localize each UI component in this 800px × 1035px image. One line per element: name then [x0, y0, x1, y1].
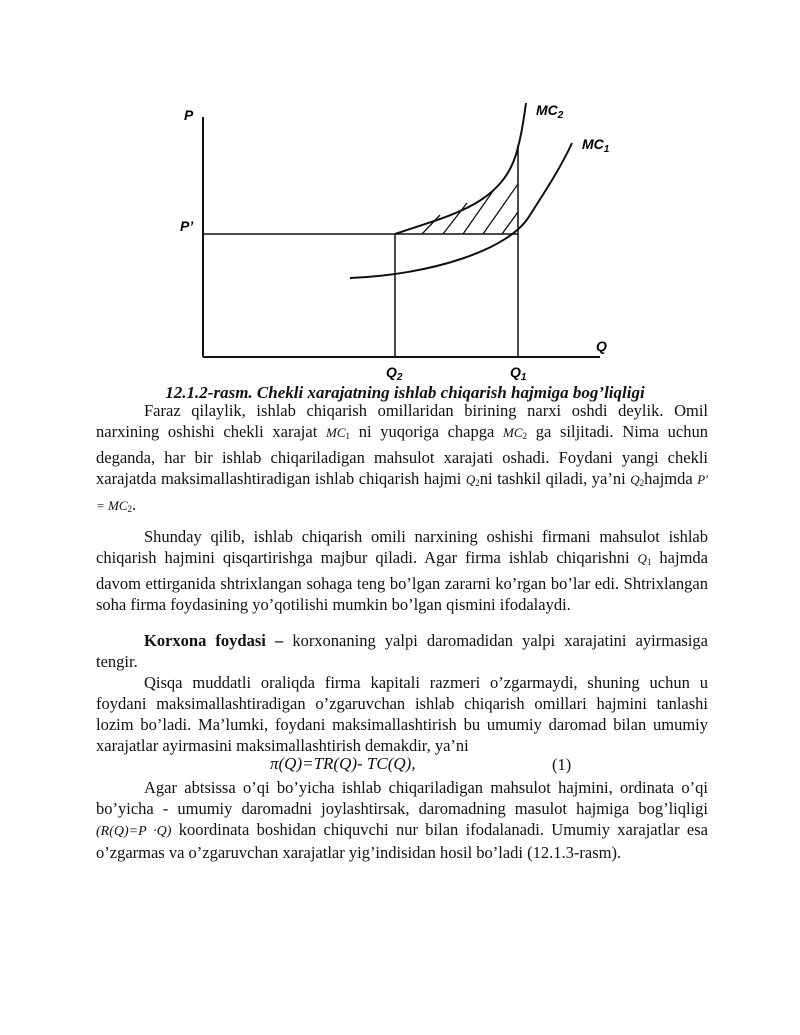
figure-caption: 12.1.2-rasm. Chekli xarajatning ishlab chiqarish hajmiga bog’liqligi — [165, 383, 645, 402]
definition-term: Korxona foydasi – — [144, 631, 284, 650]
svg-text:MC1 — [582, 136, 610, 155]
paragraph-3 — [96, 630, 708, 672]
p1-q2: $Q_2$ — [465, 472, 480, 488]
p1-mc2: $MC_2$ — [503, 425, 528, 441]
paragraph-4: Qisqa muddatli oraliqda firma kapitali razmeri o’zgarmaydi, shuning uchun u foydani maksimallashtiradigan o’zgaruvchan ishlab chiqarish omillari hajmini tanlashi lozim bo’ladi. Ma’lumki, foydani maksimallashtirish bu umumiy daromad bilan umumiy xarajatlar ayirmasini maksimallashtirish demakdir, ya’ni — [96, 673, 708, 755]
svg-text:Q1 — [510, 364, 527, 383]
hatched-area — [422, 184, 518, 234]
revenue-expression: (R(Q)=P ·Q) — [96, 824, 172, 839]
mc1-sub: 1 — [603, 144, 610, 155]
svg-text:MC2 — [536, 102, 564, 121]
p1-q2b: $Q_2$ — [630, 472, 645, 488]
paragraph-5 — [96, 777, 708, 863]
p1-mc1: $MC_1$ — [326, 425, 350, 441]
p1-text-c: ga siljitadi. Nima uchun deganda, har bir ishlab chiqariladigan mahsulot xarajati oshadi. Foydani yangi chekli xarajatda maksimallashtiradigan ishlab chiqarish hajmi — [96, 422, 708, 488]
p5-text-b: koordinata boshidan chiquvchi nur bilan ifodalanadi. Umumiy xarajatlar esa o’zgarmas va o’zgaruvchan xarajatlar yig’indisidan hosil bo’ladi (12.1.3-rasm). — [96, 820, 709, 862]
p2-text-b: hajmda davom ettirganida shtrixlangan sohaga teng bo’lgan zararni ko’rgan bo’lar edi. Shtrixlangan soha firma foydasining yo’qotilishi mumkin bo’lgan qismini ifodalaydi. — [96, 548, 708, 614]
formula-number: (1) — [552, 755, 572, 774]
p1-text-d: ni tashkil qiladi, ya’ni — [479, 469, 626, 488]
p1-text-e: hajmda — [644, 469, 693, 488]
mc1-label: MC — [582, 136, 604, 152]
p2-q1: $Q_1$ — [637, 551, 652, 567]
x-axis-label: Q — [596, 338, 607, 354]
y-axis-label: P — [184, 107, 194, 123]
mc2-label: MC — [536, 102, 558, 118]
p1-text-b: ni yuqoriga chapga — [358, 422, 495, 441]
q2-label: Q — [386, 364, 397, 380]
svg-text:Q2 — [386, 364, 403, 383]
paragraph-1: Faraz qilaylik, ishlab chiqarish omillaridan birining narxi oshdi deylik. Omil narxining oshishi chekli xarajat $MC_1$ ni yuqoriga chapga $MC_2$ ga siljitadi. Nima uchun deganda, har bir ishlab chiqariladigan mahsulot xarajati oshadi. Foydani yangi chekli xarajatda maksimallashtiradigan ishlab chiqarish hajmi $Q_2ni$ tashkil qiladi, ya’ni $Q_2hajmda$ $P' = MC_2$. — [96, 401, 709, 514]
paragraph-2 — [96, 526, 708, 615]
p2-text-a: Shunday qilib, ishlab chiqarish omili narxining oshishi firmani mahsulot ishlab chiqarish hajmini qisqartirishga majbur qiladi. Agar firma ishlab chiqarishni — [96, 527, 708, 567]
p5-text-a: Agar abtsissa o’qi bo’yicha ishlab chiqariladigan mahsulot hajmini, ordinata o’qi bo’yicha - umumiy daromadni joylashtirsak, daromadning masulot hajmiga bog’liqligi — [96, 778, 708, 818]
p1-equation: $P' = MC_2$ — [96, 472, 709, 514]
mc2-sub: 2 — [557, 110, 564, 121]
p1-text-a: Faraz qilaylik, ishlab chiqarish omillaridan birining narxi oshdi deylik. Omil narxining oshishi chekli xarajat — [96, 401, 708, 441]
profit-formula: π(Q)=TR(Q)- TC(Q), — [270, 754, 416, 773]
price-label: P’ — [180, 218, 194, 234]
mc2-curve — [395, 103, 526, 234]
q1-sub: 1 — [520, 372, 527, 383]
q2-sub: 2 — [396, 372, 403, 383]
definition-text: korxonaning yalpi daromadidan yalpi xarajatini ayirmasiga tengir. — [96, 631, 709, 671]
mc-shift-figure — [150, 95, 630, 387]
q1-label: Q — [510, 364, 521, 380]
